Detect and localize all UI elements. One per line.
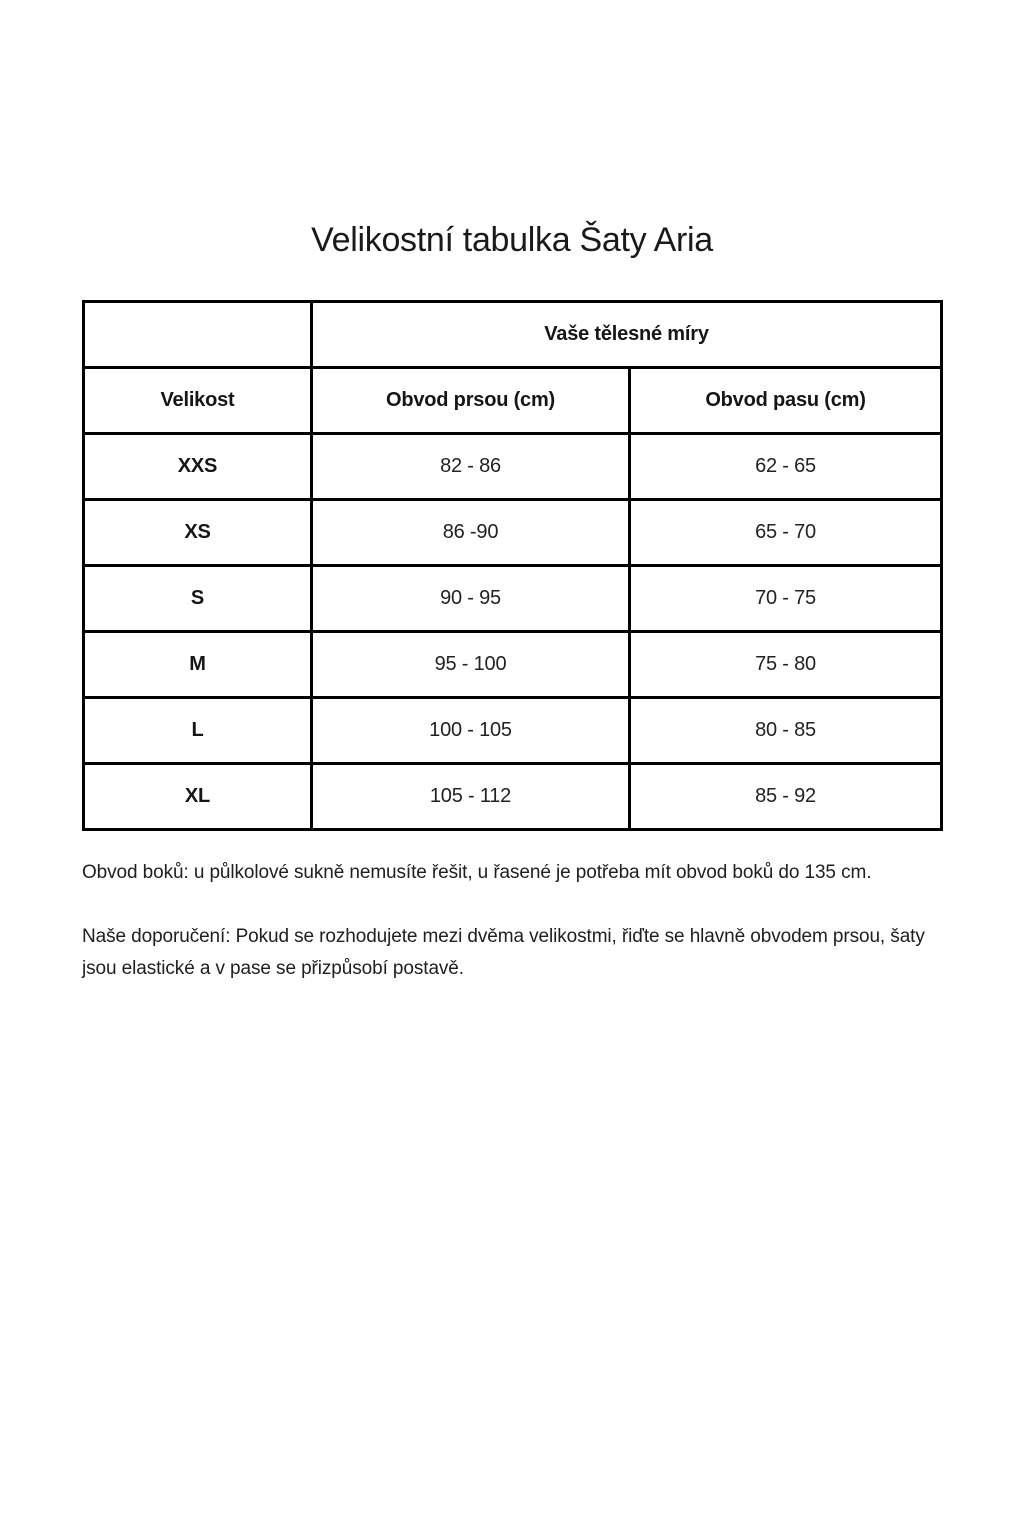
size-cell: XL: [84, 764, 312, 830]
bust-cell: 82 - 86: [312, 434, 630, 500]
bust-cell: 95 - 100: [312, 632, 630, 698]
size-table: [82, 300, 943, 831]
waist-cell: 75 - 80: [630, 632, 942, 698]
bust-cell: 86 -90: [312, 500, 630, 566]
table-row-s: [84, 566, 942, 632]
column-header-bust: Obvod prsou (cm): [312, 368, 630, 434]
waist-cell: 62 - 65: [630, 434, 942, 500]
waist-cell: 80 - 85: [630, 698, 942, 764]
bust-cell: 90 - 95: [312, 566, 630, 632]
table-row-xl: [84, 764, 942, 830]
bust-cell: 105 - 112: [312, 764, 630, 830]
group-header-row: [84, 302, 942, 368]
size-cell: XXS: [84, 434, 312, 500]
group-header-cell: Vaše tělesné míry: [312, 302, 942, 368]
bust-cell: 100 - 105: [312, 698, 630, 764]
waist-cell: 85 - 92: [630, 764, 942, 830]
table-row-xxs: [84, 434, 942, 500]
waist-cell: 70 - 75: [630, 566, 942, 632]
page-title: Velikostní tabulka Šaty Aria: [311, 221, 713, 259]
column-header-row: [84, 368, 942, 434]
note-hips: Obvod boků: u půlkolové sukně nemusíte řešit, u řasené je potřeba mít obvod boků do 135 cm.: [82, 862, 872, 883]
size-cell: L: [84, 698, 312, 764]
empty-corner-cell: [84, 302, 312, 368]
size-cell: XS: [84, 500, 312, 566]
waist-cell: 65 - 70: [630, 500, 942, 566]
note-recommendation: Naše doporučení: Pokud se rozhodujete mezi dvěma velikostmi, řiďte se hlavně obvodem prsou, šaty jsou elastické a v pase se přizpůsobí postavě.: [82, 926, 925, 979]
table-row-l: [84, 698, 942, 764]
column-header-waist: Obvod pasu (cm): [630, 368, 942, 434]
column-header-size: Velikost: [84, 368, 312, 434]
table-row-m: [84, 632, 942, 698]
table-row-xs: [84, 500, 942, 566]
size-cell: S: [84, 566, 312, 632]
size-cell: M: [84, 632, 312, 698]
